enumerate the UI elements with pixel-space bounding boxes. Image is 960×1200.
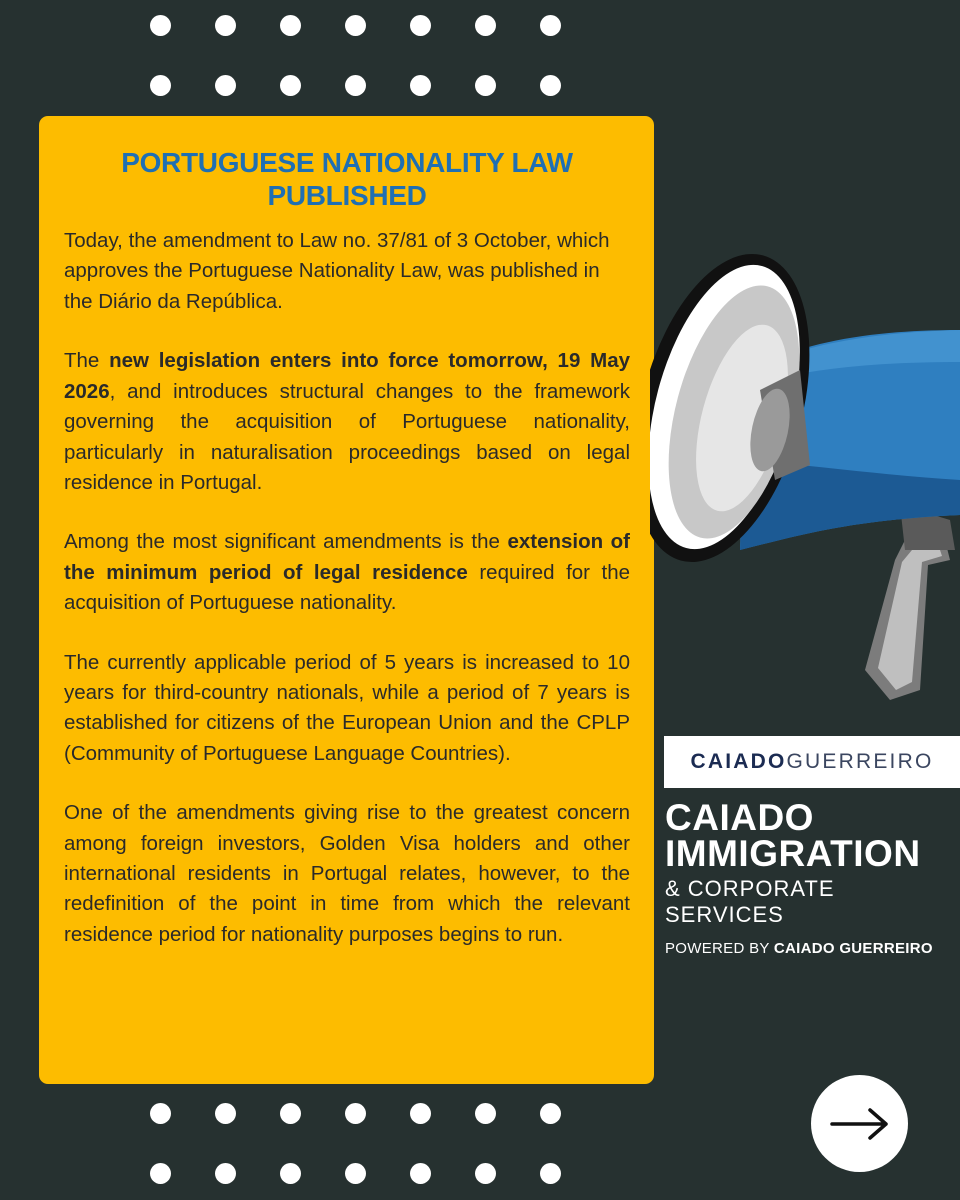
dot-row-bottom-2	[150, 1163, 561, 1184]
paragraph-residence-extension	[64, 527, 630, 618]
brand-line-2: IMMIGRATION	[665, 833, 921, 874]
dot-row-top-1	[150, 15, 561, 36]
dot	[540, 15, 561, 36]
dot	[150, 1163, 171, 1184]
dot	[150, 1103, 171, 1124]
brand-powered-by	[665, 940, 960, 957]
paragraph-concern: One of the amendments giving rise to the greatest concern among foreign investors, Golden Visa holders and other international residents in Portugal relates, however, to the redefinition of the point in time from which the relevant residence period for nationality purposes begins to run.	[64, 801, 630, 946]
dot	[475, 75, 496, 96]
next-button[interactable]	[811, 1075, 908, 1172]
dot	[215, 75, 236, 96]
paragraph-text: Among the most significant amendments is the	[64, 530, 508, 554]
brand-line-3: & CORPORATE SERVICES	[665, 876, 835, 927]
paragraph-periods: The currently applicable period of 5 years is increased to 10 years for third-country nationals, while a period of 7 years is established for citizens of the European Union and the CPLP (Community of Portuguese Language Countries).	[64, 650, 630, 765]
dot	[345, 75, 366, 96]
dot	[345, 1163, 366, 1184]
dot	[280, 75, 301, 96]
article-title-line-1: PORTUGUESE NATIONALITY LAW	[121, 147, 573, 178]
dot	[540, 75, 561, 96]
powered-by-label: POWERED BY	[665, 940, 774, 957]
dot	[540, 1163, 561, 1184]
dot	[280, 15, 301, 36]
dot	[215, 1103, 236, 1124]
paragraph-text: , and introduces structural changes to the framework governing the acquisition of Portuguese nationality, particularly in naturalisation proceedings based on legal residence in Portugal.	[64, 379, 630, 494]
dot	[540, 1103, 561, 1124]
dot	[150, 75, 171, 96]
dot	[280, 1103, 301, 1124]
highlight-residence-extension: extension of the minimum period of legal residence	[64, 530, 630, 584]
dot-row-top-2	[150, 75, 561, 96]
dot	[475, 15, 496, 36]
dot	[410, 75, 431, 96]
brand-line-1: CAIADO	[665, 797, 814, 838]
paragraph-text: The	[64, 349, 110, 373]
dot	[410, 15, 431, 36]
dot	[410, 1103, 431, 1124]
logo-text-bold: CAIADO	[690, 750, 787, 773]
arrow-right-icon	[830, 1107, 890, 1141]
powered-by-company: CAIADO GUERREIRO	[773, 940, 933, 957]
dot	[475, 1163, 496, 1184]
company-logo	[664, 736, 960, 788]
paragraph-entry-into-force	[64, 346, 630, 498]
brand-block	[665, 797, 960, 957]
dot	[345, 1103, 366, 1124]
dot	[215, 15, 236, 36]
logo-text-light: GUERREIRO	[786, 750, 934, 773]
paragraph-text: required for the acquisition of Portuguese nationality.	[64, 560, 630, 615]
highlight-entry-date: new legislation enters into force tomorrow, 19 May 2026	[64, 349, 630, 403]
dot	[215, 1163, 236, 1184]
article-title-line-2: PUBLISHED	[267, 180, 427, 212]
dot	[410, 1163, 431, 1184]
dot	[150, 15, 171, 36]
dot	[475, 1103, 496, 1124]
article-title	[64, 146, 630, 212]
dot	[345, 15, 366, 36]
megaphone-icon	[650, 250, 960, 700]
article-card	[39, 116, 654, 1084]
dot	[280, 1163, 301, 1184]
dot-row-bottom-1	[150, 1103, 561, 1124]
paragraph-publication: Today, the amendment to Law no. 37/81 of 3 October, which approves the Portuguese Nationality Law, was published in the Diário da República.	[64, 229, 610, 313]
